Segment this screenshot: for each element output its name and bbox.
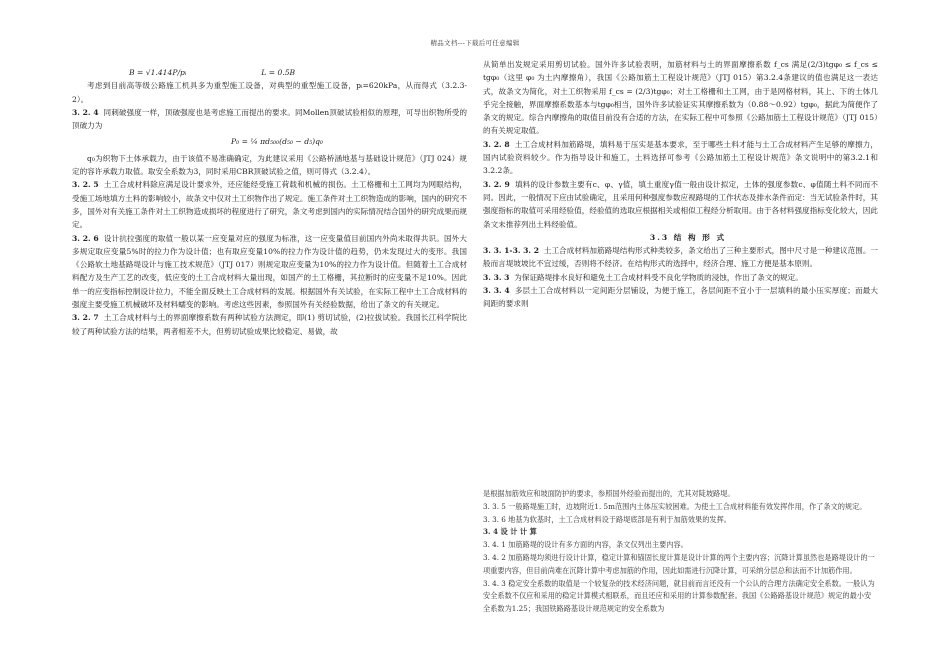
clause-number: 3. 2. 8 — [483, 139, 510, 149]
clause-number: 3. 2. 9 — [483, 179, 510, 189]
paragraph: 3. 2. 4 同刺破强度一样，顶破强度也是考虑施工而提出的要求。同Mollen顶破试验相似的原理，可导出织物所受的顶破力为 — [72, 107, 468, 131]
paragraph: 3. 3. 3 为保证路堤排水良好和避免土工合成材料受不良化学物质的浸蚀，作出了条文的规定。 — [483, 272, 803, 282]
page-header: 精品文档---下载后可任意编辑 — [430, 39, 520, 47]
paragraph: 3. 2. 8 土工合成材料加筋路堤，填料易于压实是基本要求，至于哪些土料才能与土工合成材料产生足够的摩擦力，国内试验资料较少。作为指导设计和施工，土料选择可参考《公路加筋土工程设计规范》条文说明中的第3.2.1和3.2.2条。 — [483, 139, 878, 176]
formula-top-left: B = √1.414P/pᵢ — [129, 68, 187, 77]
formula-top-right: L = 0.5B — [261, 68, 296, 77]
paragraph: 3. 2. 5 土工合成材料除应满足设计要求外，还应能经受施工荷载和机械的损伤。土工格栅和土工网均为网眼结构，受施工场地填方土料的影响较小，故条文中仅对土工织物作出了规定。施工条件对土工织物造成的影响，国内的研究不多，国外对有关施工条件对土工织物造成损坏的程度进行了研究，条文考虑到国内的实际情况结合国外的研究成果而规定。 — [72, 180, 467, 230]
paragraph: 3. 2. 9 填料的设计参数主要有c、φ、γ值，填土重度γ值一般由设计拟定，土体的强度参数c、φ值随土料不同而不同。因此，一般情况下应由试验确定，且采用何种强度参数应视路堤的工作状态及排水条件而定：当无试验条件时，其强度指标的取值可采用经验值，经验值的选取应根据相关或相似工程经分析取用。由于各材料强度指标变化较大，因此条文未推荐列出土料经验值。 — [483, 179, 879, 229]
paragraph: 3. 4. 2 加筋路堤均须进行设计计算，稳定计算和锚固长度计算是设计计算的两个主要内容；沉降计算虽然也是路堤设计的一项重要内容，但目前尚难在沉降计算中考虑加筋的作用，因此如需进行沉降计算，可采纳分层总和法而不计加筋作用。 — [483, 552, 875, 575]
paragraph: 3. 4. 1 加筋路堤的设计有多方面的内容，条文仅列出主要内容。 — [483, 540, 688, 550]
paragraph: 3. 3. 6 地基为软基时，土工合成材料设于路堤底部是有利于加筋效果的发挥。 — [483, 514, 731, 524]
paragraph: 3. 2. 7 土工合成材料与土的界面摩擦系数有两种试验方法测定，即(1) 剪切试验，(2)拉拔试验。我国长江科学院比较了两种试验方法的结果，两者相差不大，但剪切试验成果比较稳定、易做，故 — [72, 313, 468, 336]
paragraph: 是根据加筋效应和坡面防护的要求，参照国外经验而提出的，尤其对陡坡路堤。 — [483, 489, 735, 498]
right-column — [483, 58, 878, 311]
paragraph: 3. 3. 1-3. 3. 2 土工合成材料加筋路堤结构形式种类较多，条文给出了三种主要形式，图中尺寸是一种建议范围。一般而言堤坡坡比不宜过缓，否则将不经济。在结构形式的选择中，经济合理、施工方便是基本原则。 — [483, 246, 879, 269]
clause-number: 3. 3. 3 — [483, 272, 510, 282]
paragraph: 3. 4. 3 稳定安全系数的取值是一个较复杂的技术经济问题，就目前而言还没有一个公认的合理方法确定安全系数。一般认为安全系数不仅应和采用的稳定计算模式相联系，而且还应和采用的计算参数配套。我国《公路路基设计规范》规定的最小安全系数为1.25；我国铁路路基设计规范规定的安全系数为 — [483, 578, 875, 614]
paragraph: 考虑到目前高等级公路施工机具多为重型施工设备，对典型的重型施工设备，pᵢ=620kPa，从而得式（3.2.3-2）。 — [72, 81, 467, 104]
paragraph: 从简单出发规定采用剪切试验。国外许多试验表明，加筋材料与土的界面摩擦系数 f_cs 满足(2/3)tgφ₀ ≤ f_cs ≤ tgφ₀（这里 φ₀ 为土内摩擦角），我国《公路加筋土工程设计规范》（JTJ 015）第3.2.4条建议的值也满足这一表达式，故条文为简化，对土工织物采用 f_cs = (2/3)tgφ₀；对土工格栅和土工网，由于是网格材料，其上、下的土体几乎完全接触，界面摩擦系数基本与tgφ₀相当，国外许多试验证实其摩擦系数为（0.88～0.92）tgφ₀，据此为简便作了条文的规定。综合内摩擦角的取值目前没有合适的方法，在实际工程中可参照《公路加筋土工程设计规范》（JTJ 015）的有关规定取值。 — [483, 60, 878, 136]
section-heading: 3.3 结 构 形 式 — [649, 232, 727, 242]
clause-number: 3. 2. 6 — [72, 233, 99, 243]
clause-number: 3. 2. 7 — [72, 313, 99, 323]
formula-mid: P₀ = ¼ πd₅₀₀(d₅₀ − d₅)q₀ — [231, 137, 323, 147]
clause-number: 3. 3. 1-3. 3. 2 — [483, 246, 540, 256]
paragraph: 3. 2. 6 设计抗拉强度的取值一般以某一应变量对应的强度为标准，这一应变量值目前国内外尚未取得共识。国外大多规定取应变量5%时的拉力作为设计值；也有取应变量10%的拉力作为设计值的趋势，仍未发现过大的变形。我国《公路软土地基路堤设计与施工技术规范》（JTJ 017）则规定取应变量为10%的拉力作为设计值。但随着土工合成材料配方及生产工艺的改变，低应变的土工合成材料大量出现，如国产的土工格栅，其拉断时的应变量不足10%。因此单一的应变指标控制设计拉力，不能全面反映土工合成材料的发展。根据国外有关试验，在实际工程中土工合成材料的强度主要受施工机械破坏及材料蠕变的影响。考虑这些因素，参照国外有关经验数据，给出了条文的有关规定。 — [72, 233, 467, 310]
clause-number: 3. 2. 4 — [72, 107, 99, 117]
paragraph: q₀为织物下土体承载力，由于该值不易准确确定，为此建议采用《公路桥涵地基与基础设计规范》（JTJ 024）规定的容许承载力取值。取安全系数为3，同时采用CBR顶破试验之值，则可得式（3.2.4）。 — [72, 153, 467, 177]
clause-number: 3. 3. 4 — [483, 286, 510, 296]
bottom-section — [483, 488, 878, 616]
formula-top — [72, 66, 467, 79]
section-heading: 3. 4 设 计 计 算 — [483, 527, 537, 537]
clause-number: 3. 2. 5 — [72, 180, 99, 190]
paragraph: 3. 3. 5 一般路堤施工时，边坡附近1. 5m范围内土体压实较困难。为使土工合成材料能有效发挥作用，作了条文的规定。 — [483, 501, 867, 511]
left-column — [72, 66, 467, 338]
paragraph: 3. 3. 4 多层土工合成材料以一定间距分层铺设，为便于施工，各层间距不宜小于一层填料的最小压实厚度；而最大间距的要求则 — [483, 286, 878, 309]
